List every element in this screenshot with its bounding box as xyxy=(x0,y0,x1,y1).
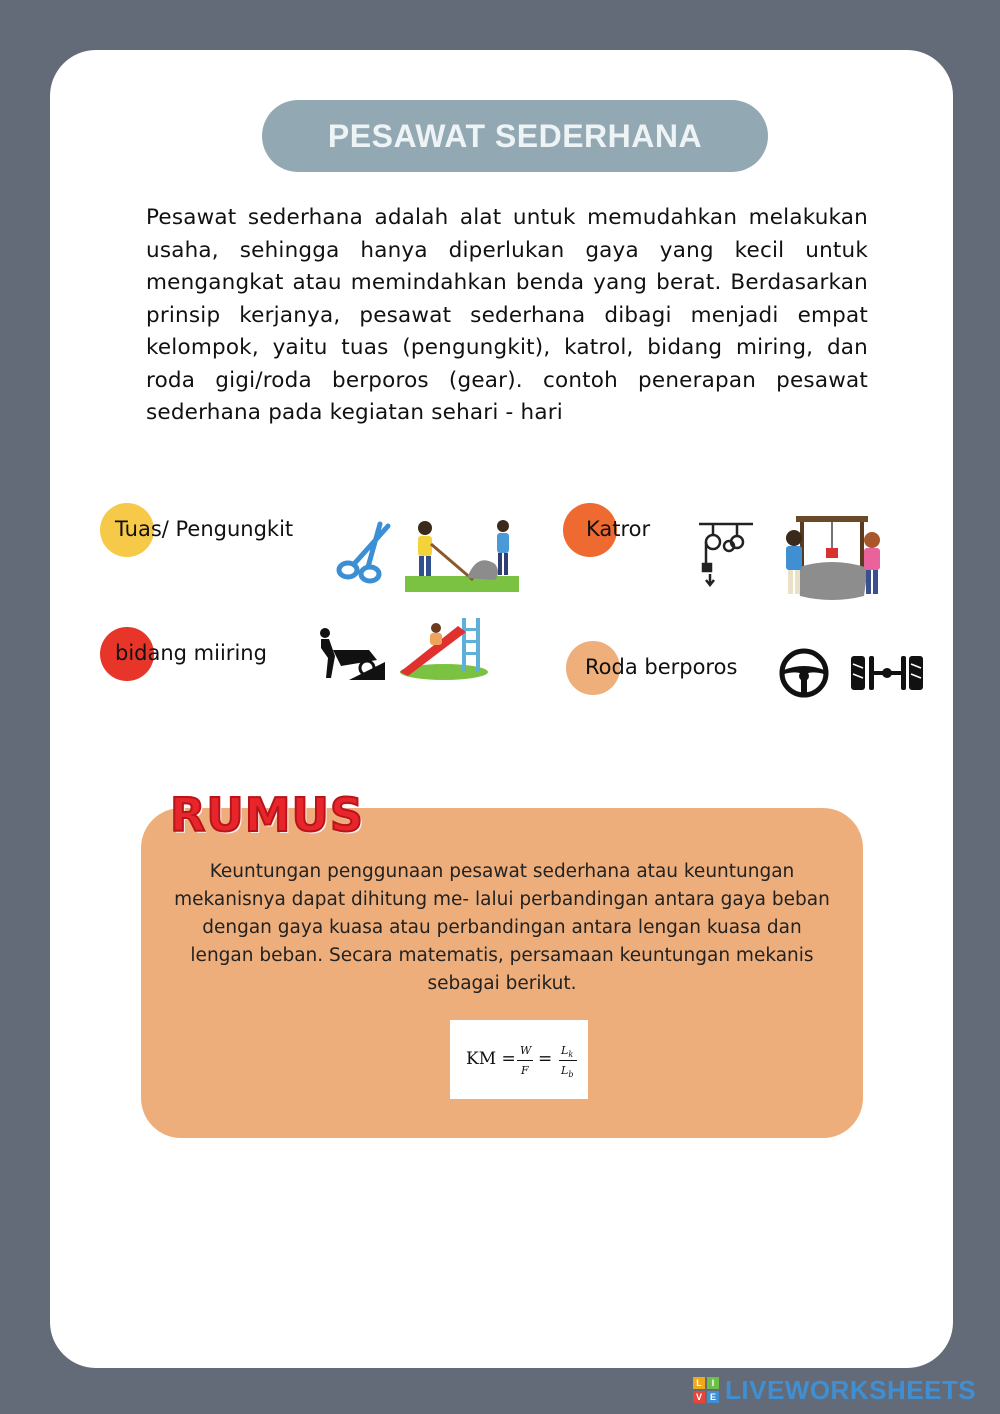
page-title xyxy=(262,100,768,172)
logo-letter-v: V xyxy=(693,1391,705,1403)
intro-paragraph: Pesawat sederhana adalah alat untuk memudahkan melakukan usaha, sehingga hanya diperlukan gaya yang kecil untuk mengangkat atau memindahkan benda yang berat. Berdasarkan prinsip kerjanya, pesawat sederhana dibagi menjadi empat kelompok, yaitu tuas (pengungkit), katrol, bidang miring, dan roda gigi/roda berporos (gear). contoh penerapan pesawat sederhana pada kegiatan sehari - hari xyxy=(146,205,868,425)
formula-den2 xyxy=(561,1064,573,1079)
category-bidang-miring xyxy=(100,626,267,680)
category-roda-label: Roda berporos xyxy=(585,655,738,679)
logo-letter-l: L xyxy=(693,1377,705,1389)
axle-icon xyxy=(849,654,925,692)
formula-num2-sub: k xyxy=(568,1050,574,1060)
category-katrol xyxy=(563,502,651,556)
rumus-description: Keuntungan penggunaan pesawat sederhana atau keuntungan mekanisnya dapat dihitung me- lalui perbandingan antara gaya beban dengan gaya kuasa atau perbandingan antara lengan kuasa dan lengan beban. Secara matematis, persamaan keuntungan mekanis sebagai berikut. xyxy=(174,861,830,994)
formula-num2-base: L xyxy=(561,1044,569,1057)
slide-icon xyxy=(394,614,488,680)
formula-frac1-line xyxy=(517,1060,533,1061)
formula-num1: W xyxy=(520,1044,532,1057)
liveworksheets-text: LIVEWORKSHEETS xyxy=(725,1374,977,1405)
category-roda-berporos xyxy=(566,640,738,694)
category-bidang-label: bidang miiring xyxy=(115,641,267,665)
category-tuas xyxy=(100,502,294,556)
formula-den2-base: L xyxy=(561,1064,569,1077)
rumus-heading: RUMUS xyxy=(170,788,365,842)
page-title-text: PESAWAT SEDERHANA xyxy=(327,117,703,154)
logo-letter-e: E xyxy=(707,1391,719,1403)
steering-wheel-icon xyxy=(778,648,830,698)
well-children-icon xyxy=(778,512,886,600)
scissors-icon xyxy=(334,518,396,584)
formula-eq: = xyxy=(538,1049,553,1069)
logo-letter-i: I xyxy=(707,1377,719,1389)
formula-box xyxy=(450,1020,588,1099)
formula-num2 xyxy=(561,1044,573,1059)
pulley-icon xyxy=(697,520,755,588)
wheelbarrow-icon xyxy=(313,626,385,682)
lever-people-icon xyxy=(405,516,519,592)
category-tuas-label: Tuas/ Pengungkit xyxy=(115,517,294,541)
liveworksheets-brand xyxy=(693,1373,976,1407)
liveworksheets-logo xyxy=(693,1377,719,1403)
formula-den2-sub: b xyxy=(568,1070,574,1080)
formula-frac2-line xyxy=(559,1060,577,1061)
formula-den1: F xyxy=(521,1064,529,1077)
formula-lhs: KM = xyxy=(466,1049,516,1069)
category-katrol-label: Katror xyxy=(586,517,651,541)
